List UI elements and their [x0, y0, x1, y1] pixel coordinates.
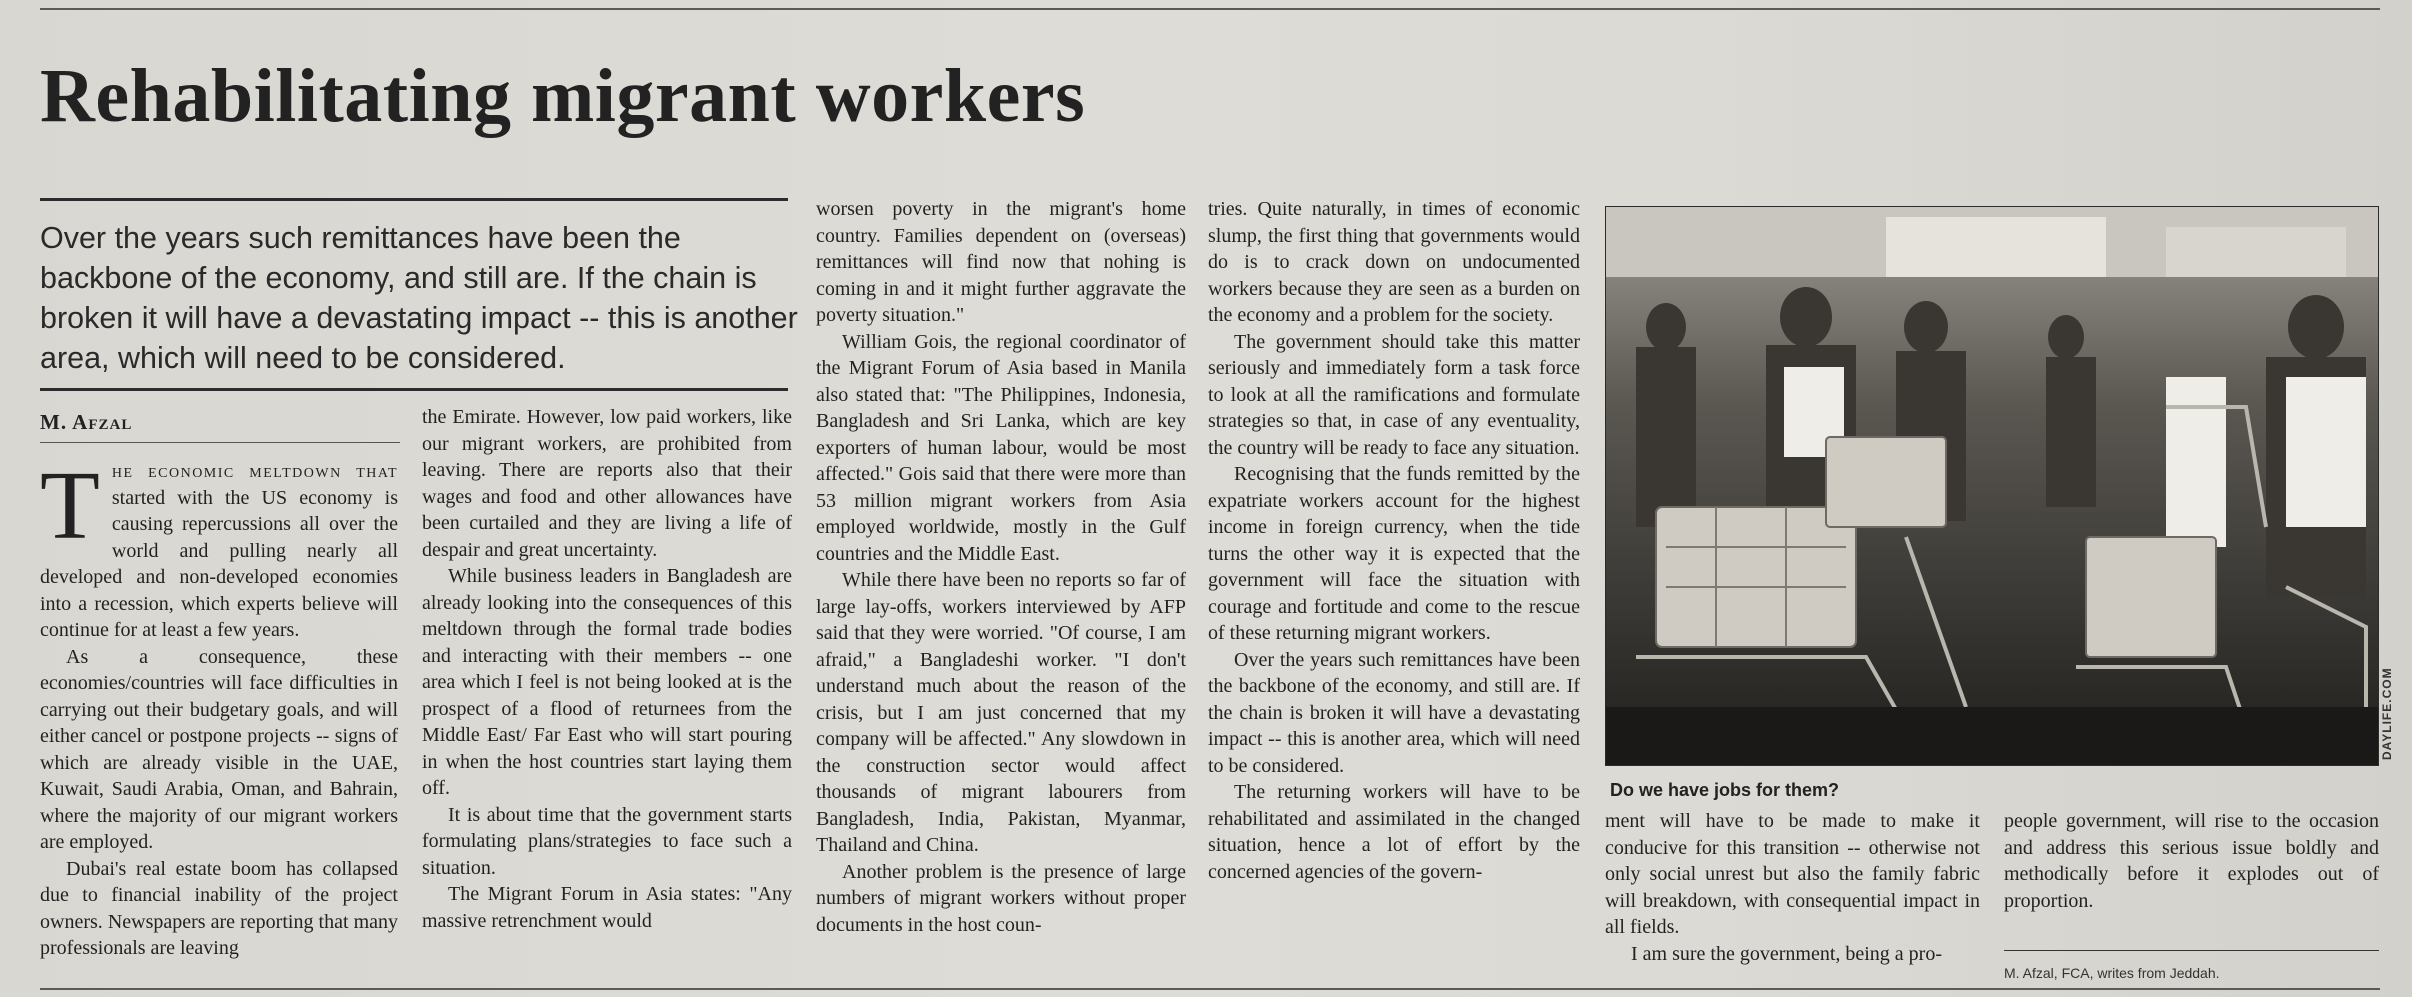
- col4-paragraph-5: The returning workers will have to be rehabilitated and assimilated in the changed situation, hence a lot of effort by the concerned agencies of the govern-: [1208, 781, 1580, 883]
- col4-paragraph-3: Recognising that the funds remitted by the expatriate workers account for the highest income in foreign currency, when the tide turns the other way it is expected that the government will face the situation with courage and fortitude and come to the rescue of these returning migrant workers.: [1208, 463, 1580, 644]
- drop-cap: T: [40, 452, 100, 560]
- bottom-rule: [40, 988, 2380, 990]
- article-deck: Over the years such remittances have been the backbone of the economy, and still are. If the chain is broken it will have a devastating impact -- this is another area, which will need to be considered.: [40, 221, 798, 375]
- col1-paragraph-1-text: started with the US economy is causing repercussions all over the world and pulling nearly all developed and non-developed economies into a recession, which experts believe will continue for at least a few years.: [40, 486, 398, 641]
- col3-paragraph-4: Another problem is the presence of large numbers of migrant workers without proper documents in the host coun-: [816, 860, 1186, 936]
- lead-in-caps: he economic meltdown that: [111, 460, 398, 482]
- col4-paragraph-4: Over the years such remittances have been the backbone of the economy, and still are. If the chain is broken it will have a devastating impact -- this is another area, which will need to be considered.: [1208, 648, 1580, 777]
- col2-paragraph-1: the Emirate. However, low paid workers, like our migrant workers, are prohibited from leaving. There are reports also that their wages and food and other allowances have been curtailed and they are living a life of despair and great uncertainty.: [422, 406, 792, 561]
- text-column-6: [2004, 808, 2379, 914]
- text-column-5: [1605, 808, 1980, 967]
- article-headline: Rehabilitating migrant workers: [40, 54, 1086, 138]
- col1-paragraph-1: [40, 452, 398, 644]
- text-column-2: [422, 404, 792, 934]
- col1-paragraph-3: Dubai's real estate boom has collapsed due to financial inability of the project owners. Newspapers are reporting that many professionals are leaving: [40, 857, 398, 959]
- col5-paragraph-2: I am sure the government, being a pro-: [1631, 942, 1943, 965]
- author-note: M. Afzal, FCA, writes from Jeddah.: [2004, 965, 2220, 981]
- byline-rule: [40, 442, 400, 443]
- col2-paragraph-4: The Migrant Forum in Asia states: "Any massive retrenchment would: [422, 883, 792, 932]
- col4-paragraph-2: The government should take this matter seriously and immediately form a task force to look at all the ramifications and formulate strategies so that, in case of any eventuality, the country will be ready to face any situation.: [1208, 330, 1580, 459]
- text-column-1: [40, 452, 398, 962]
- photo-caption: Do we have jobs for them?: [1610, 780, 1840, 800]
- top-rule: [40, 8, 2380, 10]
- photo-credit: DAYLIFE.COM: [2380, 667, 2394, 760]
- col3-paragraph-3: While there have been no reports so far of large lay-offs, workers interviewed by AFP said that they were worried. "Of course, I am afraid," a Bangladeshi worker. "I don't understand much about the reason of the crisis, but I am just concerned that my company will be affected." Any slowdown in the construction sector would affect thousands of migrant labourers from Bangladesh, India, Pakistan, Myanmar, Thailand and China.: [816, 569, 1186, 856]
- col6-paragraph-1: people government, will rise to the occasion and address this serious issue boldly and methodically before it explodes out of proportion.: [2004, 810, 2379, 912]
- col1-paragraph-2: As a consequence, these economies/countries will face difficulties in carrying out their budgetary goals, and will either cancel or postpone projects -- signs of which are already visible in the UAE, Kuwait, Saudi Arabia, Oman, and Bahrain, where the majority of our migrant workers are employed.: [40, 645, 398, 853]
- col5-paragraph-1: ment will have to be made to make it conducive for this transition -- otherwise not only social unrest but also the family fabric will breakdown, with consequential impact in all fields.: [1605, 810, 1980, 938]
- article-byline: M. Afzal: [40, 410, 133, 434]
- text-column-3: [816, 196, 1186, 938]
- col2-paragraph-2: While business leaders in Bangladesh are already looking into the consequences of this meltdown through the formal trade bodies and interacting with their members -- one area which I feel is not being looked at is the prospect of a flood of returnees from the Middle East/ Far East who will start pouring in when the host countries start laying them off.: [422, 565, 792, 799]
- col4-paragraph-1: tries. Quite naturally, in times of economic slump, the first thing that governments would do is to crack down on undocumented workers because they are seen as a burden on the economy and a problem for the society.: [1208, 198, 1580, 326]
- deck-rule-bottom: [40, 388, 788, 391]
- article-photo: [1605, 206, 2379, 766]
- col3-paragraph-1: worsen poverty in the migrant's home country. Families dependent on (overseas) remittances will find now that nohing is coming in and it might further aggravate the poverty situation.": [816, 198, 1186, 326]
- col2-paragraph-3: It is about time that the government starts formulating plans/strategies to face such a situation.: [422, 803, 792, 879]
- text-column-4: [1208, 196, 1580, 885]
- deck-rule-top: [40, 198, 788, 201]
- photo-airport-trolleys: [1606, 207, 2378, 765]
- col3-paragraph-2: William Gois, the regional coordinator of the Migrant Forum of Asia based in Manila also stated that: "The Philippines, Indonesia, Bangladesh and Sri Lanka, which are key exporters of human labour, would be most affected." Gois said that there were more than 53 million migrant workers from Asia employed worldwide, mostly in the Gulf countries and the Middle East.: [816, 330, 1186, 565]
- author-note-rule: [2004, 950, 2379, 951]
